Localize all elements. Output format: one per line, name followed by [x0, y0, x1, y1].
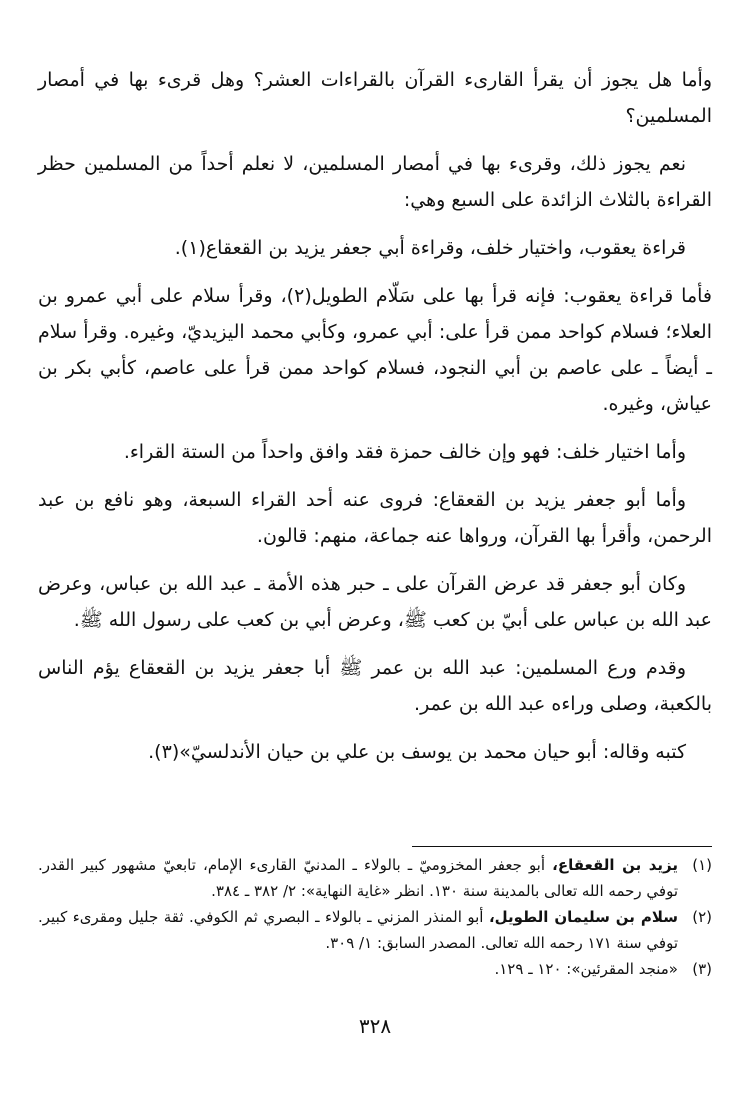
footnote-3: [38, 956, 712, 982]
footnote-text: «منجد المقرئين»: ١٢٠ ـ ١٢٩.: [494, 960, 678, 978]
footnote-name: سلام بن سليمان الطويل،: [488, 908, 678, 926]
paragraph-question: وأما هل يجوز أن يقرأ القارىء القرآن بالقراءات العشر؟ وهل قرىء بها في أمصار المسلمين؟: [38, 69, 712, 127]
paragraph-khalaf: وأما اختيار خلف: فهو وإن خالف حمزة فقد وافق واحداً من الستة القراء.: [123, 441, 686, 463]
footnote-divider: [412, 846, 712, 847]
footnote-1: [38, 852, 712, 904]
footnote-2: [38, 904, 712, 956]
footnote-text: أبو جعفر المخزوميّ ـ بالولاء ـ المدنيّ القارىء الإمام، تابعيّ مشهور كبير القدر. توفي رحمه الله تعالى بالمدينة سنة ١٣٠. انظر «غاية النهاية»: ٢/ ٣٨٢ ـ ٣٨٤.: [38, 856, 678, 900]
page-number: ٣٢٨: [358, 1014, 392, 1038]
footnotes: [38, 852, 712, 982]
main-text: [38, 62, 712, 782]
paragraph-ibn-umar: وقدم ورع المسلمين: عبد الله بن عمر ﷺ أبا جعفر يزيد بن القعقاع يؤم الناس بالكعبة، وصلى وراءه عبد الله بن عمر.: [38, 657, 712, 715]
paragraph-chain: وكان أبو جعفر قد عرض القرآن على ـ حبر هذه الأمة ـ عبد الله بن عباس، وعرض عبد الله بن عباس على أبيّ بن كعب ﷺ، وعرض أبي بن كعب على رسول الله ﷺ.: [38, 573, 712, 631]
footnote-text: أبو المنذر المزني ـ بالولاء ـ البصري ثم الكوفي. ثقة جليل ومقرىء كبير. توفي سنة ١٧١ رحمه الله تعالى. المصدر السابق: ١/ ٣٠٩.: [38, 908, 678, 952]
paragraph-signature: كتبه وقاله: أبو حيان محمد بن يوسف بن علي بن حيان الأندلسيّ»(٣).: [148, 741, 686, 763]
paragraph-answer: نعم يجوز ذلك، وقرىء بها في أمصار المسلمين، لا نعلم أحداً من المسلمين حظر القراءة بالثلاث الزائدة على السبع وهي:: [38, 153, 712, 211]
footnote-number: (١): [692, 856, 712, 874]
footnote-number: (٢): [692, 908, 712, 926]
footnote-number: (٣): [692, 960, 712, 978]
paragraph-three-readings: قراءة يعقوب، واختيار خلف، وقراءة أبي جعفر يزيد بن القعقاع(١).: [174, 237, 686, 259]
footnote-name: يزيد بن القعقاع،: [552, 856, 678, 874]
paragraph-abu-jafar: وأما أبو جعفر يزيد بن القعقاع: فروى عنه أحد القراء السبعة، وهو نافع بن عبد الرحمن، وأقرأ بها القرآن، ورواها عنه جماعة، منهم: قالون.: [38, 489, 712, 547]
paragraph-yaqub: فأما قراءة يعقوب: فإنه قرأ بها على سَلّام الطويل(٢)، وقرأ سلام على أبي عمرو بن العلاء؛ فسلام كواحد ممن قرأ على: أبي عمرو، وكأبي محمد اليزيديّ، وغيره. وقرأ سلام ـ أيضاً ـ على عاصم بن أبي النجود، فسلام كواحد ممن قرأ على عاصم، كأبي بكر بن عياش، وغيره.: [38, 285, 712, 415]
